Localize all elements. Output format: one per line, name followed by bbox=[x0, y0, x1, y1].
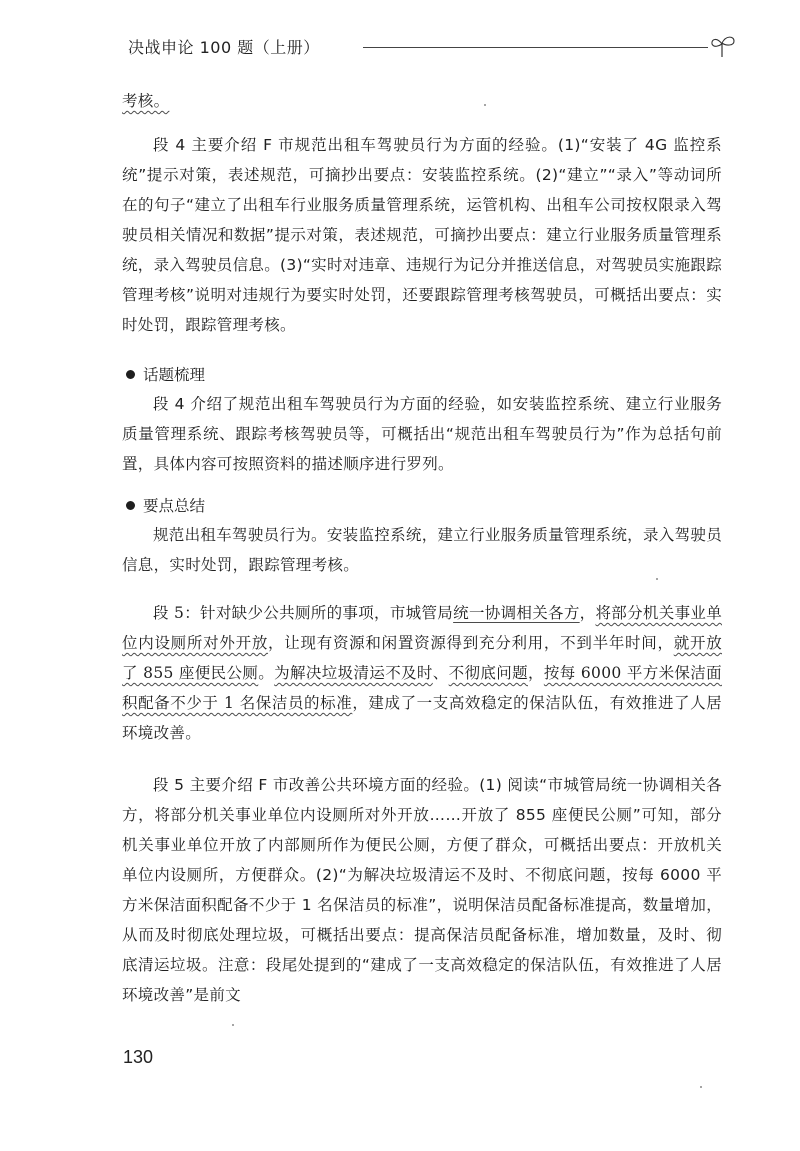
analysis-paragraph-5 bbox=[122, 770, 722, 1010]
underlined-phrase: 不彻底问题 bbox=[448, 664, 528, 682]
continued-paragraph bbox=[122, 86, 722, 116]
underlined-phrase: 统一协调相关各方 bbox=[453, 604, 580, 622]
scan-speck bbox=[484, 104, 486, 106]
bullet-icon bbox=[126, 501, 135, 510]
running-header bbox=[128, 33, 728, 63]
topic-section bbox=[122, 359, 722, 479]
underlined-phrase: 就开放了 855 座便民公厕 bbox=[122, 634, 722, 682]
heading-label: 话题梳理 bbox=[143, 366, 206, 384]
section-heading bbox=[122, 490, 722, 520]
text-segment: ，让现有资源和闲置资源得到充分利用，不到半年时间， bbox=[268, 634, 674, 652]
underlined-phrase: 按每 6000 平方米保洁面积配备不少于 1 名保洁员的标准 bbox=[122, 664, 722, 712]
header-rule bbox=[363, 47, 708, 48]
scan-speck bbox=[232, 1024, 234, 1026]
text-segment: 段 5：针对缺少公共厕所的事项，市城管局 bbox=[153, 604, 454, 622]
scan-speck bbox=[656, 578, 658, 580]
summary-text: 规范出租车驾驶员行为。安装监控系统，建立行业服务质量管理系统，录入驾驶员信息，实时处罚，跟踪管理考核。 bbox=[122, 526, 722, 574]
heading-label: 要点总结 bbox=[143, 497, 206, 515]
paragraph-continuation bbox=[122, 86, 722, 116]
quoted-paragraph-5 bbox=[122, 598, 722, 748]
topic-text: 段 4 介绍了规范出租车驾驶员行为方面的经验，如安装监控系统、建立行业服务质量管理系统、跟踪考核驾驶员等，可概括出“规范出租车驾驶员行为”作为总括句前置，具体内容可按照资料的描述顺序进行罗列。 bbox=[122, 395, 722, 473]
page-number: 130 bbox=[123, 1047, 154, 1067]
summary-section bbox=[122, 490, 722, 580]
analysis-text: 段 5 主要介绍 F 市改善公共环境方面的经验。(1) 阅读“市城管局统一协调相关各方，将部分机关事业单位内设厕所对外开放……开放了 855 座便民公厕”可知，部分机关事业单位开放了内部厕所作为便民公厕，方便了群众，可概括出要点：开放机关单位内设厕所，方便群众。(2)“为解决垃圾清运不及时、不彻底问题，按每 6000 平方米保洁面积配备不少于 1 名保洁员的标准”，说明保洁员配备标准提高，数量增加，从而及时彻底处理垃圾，可概括出要点：提高保洁员配备标准，增加数量，及时、彻底清运垃圾。注意：段尾处提到的“建成了一支高效稳定的保洁队伍，有效推进了人居环境改善”是前文 bbox=[122, 776, 722, 1004]
bullet-icon bbox=[126, 370, 135, 379]
scan-speck bbox=[700, 1086, 702, 1088]
underlined-phrase: 考核。 bbox=[122, 92, 170, 110]
text-segment: ， bbox=[579, 604, 596, 622]
running-title: 决战申论 100 题（上册） bbox=[128, 38, 320, 57]
section-heading bbox=[122, 359, 722, 389]
quoted-material bbox=[122, 598, 722, 748]
underlined-phrase: 将部分机关事业单位内设厕所对外开放 bbox=[122, 604, 722, 652]
text-segment: ，建成了一支高效稳定的保洁队伍，有效推进了人居环境改善。 bbox=[122, 694, 722, 742]
text-segment: 。 bbox=[258, 664, 275, 682]
analysis-paragraph-4 bbox=[122, 130, 722, 340]
analysis-text: 段 4 主要介绍 F 市规范出租车驾驶员行为方面的经验。(1)“安装了 4G 监控系统”提示对策，表述规范，可摘抄出要点：安装监控系统。(2)“建立”“录入”等动词所在的句子“建立了出租车行业服务质量管理系统，运管机构、出租车公司按权限录入驾驶员相关情况和数据”提示对策，表述规范，可摘抄出要点：建立行业服务质量管理系统，录入驾驶员信息。(3)“实时对违章、违规行为记分并推送信息，对驾驶员实施跟踪管理考核”说明对违规行为要实时处罚，还要跟踪管理考核驾驶员，可概括出要点：实时处罚，跟踪管理考核。 bbox=[122, 136, 722, 334]
text-segment: ， bbox=[528, 664, 544, 682]
sprout-icon bbox=[708, 33, 738, 59]
text-segment: 、 bbox=[432, 664, 449, 682]
underlined-phrase: 为解决垃圾清运不及时 bbox=[274, 664, 433, 682]
